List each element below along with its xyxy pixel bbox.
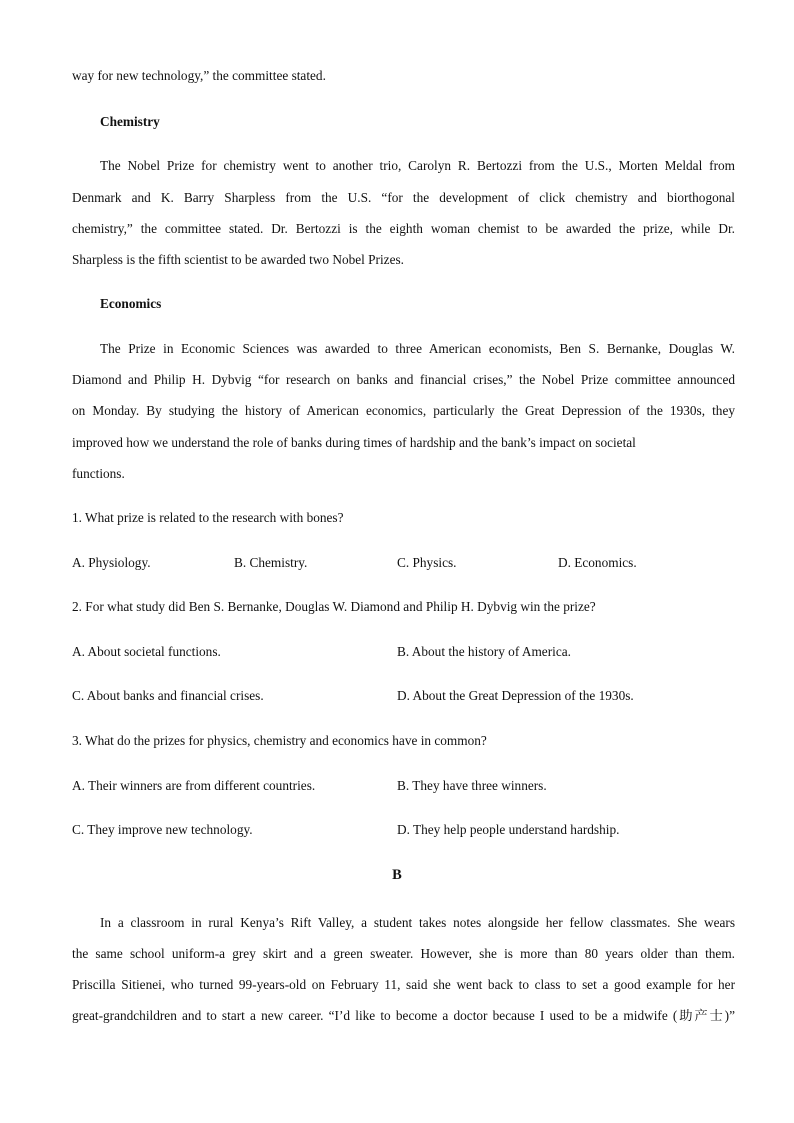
paragraph-line: Diamond and Philip H. Dybvig “for research on banks and financial crises,” the Nobel Prize committee announced xyxy=(72,372,735,387)
question-1-option-a[interactable]: A. Physiology. xyxy=(72,555,151,570)
question-2-option-c[interactable]: C. About banks and financial crises. xyxy=(72,688,264,703)
question-2-option-b[interactable]: B. About the history of America. xyxy=(397,644,571,659)
question-1-option-c[interactable]: C. Physics. xyxy=(397,555,457,570)
question-3-option-a[interactable]: A. Their winners are from different countries. xyxy=(72,778,316,793)
question-3-option-d[interactable]: D. They help people understand hardship. xyxy=(397,822,620,837)
paragraph-line: chemistry,” the committee stated. Dr. Bertozzi is the eighth woman chemist to be awarded the prize, while Dr. xyxy=(72,221,735,236)
question-2-option-d[interactable]: D. About the Great Depression of the 1930s. xyxy=(397,688,634,703)
paragraph-line: improved how we understand the role of banks during times of hardship and the bank’s impact on societal xyxy=(72,435,636,450)
question-stem-1: 1. What prize is related to the research with bones? xyxy=(72,510,344,525)
paragraph-line: the same school uniform-a grey skirt and a green sweater. However, she is more than 80 years older than them. xyxy=(72,946,735,961)
question-3-option-c[interactable]: C. They improve new technology. xyxy=(72,822,253,837)
paragraph-line: Sharpless is the fifth scientist to be awarded two Nobel Prizes. xyxy=(72,252,404,267)
paragraph-line: on Monday. By studying the history of American economics, particularly the Great Depression of the 1930s, they xyxy=(72,403,735,418)
paragraph-line: The Nobel Prize for chemistry went to another trio, Carolyn R. Bertozzi from the U.S., Morten Meldal from xyxy=(100,158,735,173)
section-heading-chemistry: Chemistry xyxy=(100,114,160,129)
question-3-option-b[interactable]: B. They have three winners. xyxy=(397,778,547,793)
paragraph-line: In a classroom in rural Kenya’s Rift Valley, a student takes notes alongside her fellow classmates. She wears xyxy=(100,915,735,930)
paragraph-line: great-grandchildren and to start a new career. “I’d like to become a doctor because I used to be a midwife (助产士)” xyxy=(72,1008,735,1023)
paragraph-line: The Prize in Economic Sciences was awarded to three American economists, Ben S. Bernanke, Douglas W. xyxy=(100,341,735,356)
question-1-option-b[interactable]: B. Chemistry. xyxy=(234,555,308,570)
question-1-option-d[interactable]: D. Economics. xyxy=(558,555,637,570)
paragraph-line: functions. xyxy=(72,466,125,481)
question-stem-3: 3. What do the prizes for physics, chemistry and economics have in common? xyxy=(72,733,487,748)
paragraph-line: Denmark and K. Barry Sharpless from the U.S. “for the development of click chemistry and biorthogonal xyxy=(72,190,735,205)
section-heading-b: B xyxy=(392,867,402,883)
paragraph-line: way for new technology,” the committee stated. xyxy=(72,68,326,83)
section-heading-economics: Economics xyxy=(100,296,162,311)
question-stem-2: 2. For what study did Ben S. Bernanke, Douglas W. Diamond and Philip H. Dybvig win the prize? xyxy=(72,599,596,614)
question-2-option-a[interactable]: A. About societal functions. xyxy=(72,644,221,659)
paragraph-line: Priscilla Sitienei, who turned 99-years-old on February 11, said she went back to class to set a good example for her xyxy=(72,977,735,992)
